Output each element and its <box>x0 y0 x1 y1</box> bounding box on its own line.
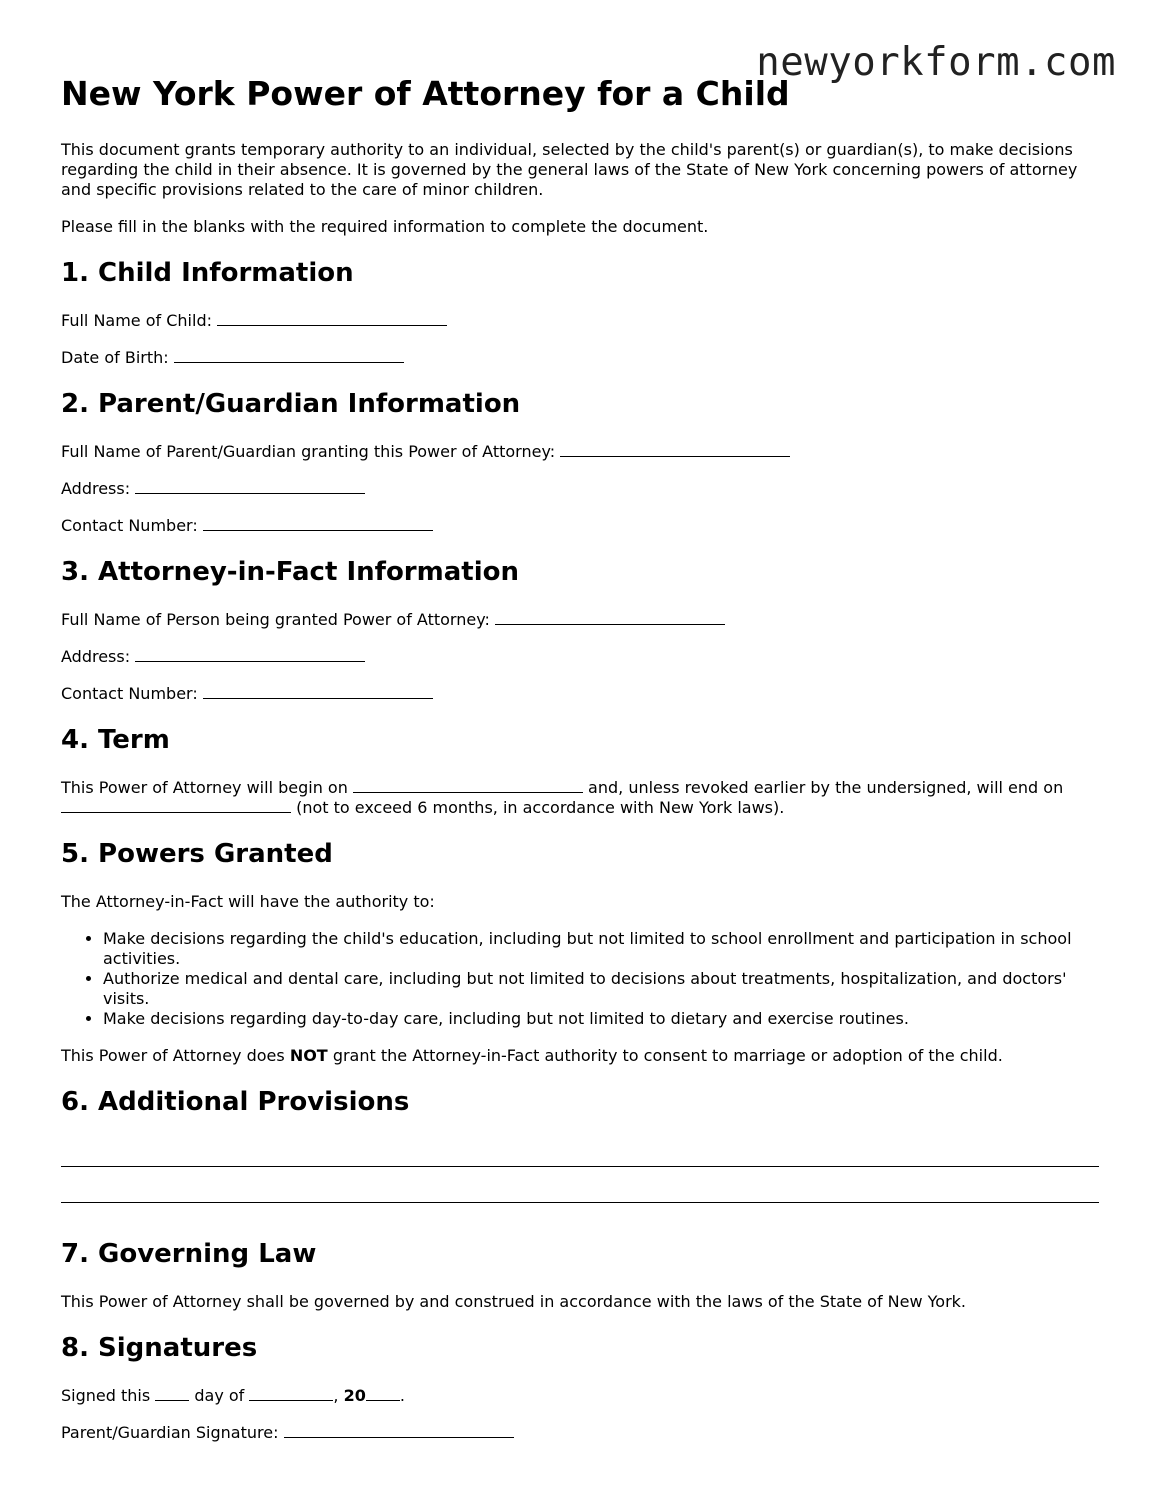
section-heading-parent: 2. Parent/Guardian Information <box>61 389 521 419</box>
field-parent-address <box>61 479 1101 499</box>
note-text: grant the Attorney-in-Fact authority to consent to marriage or adoption of the child. <box>332 1046 1003 1065</box>
note-text: This Power of Attorney does <box>61 1046 285 1065</box>
page-title: New York Power of Attorney for a Child <box>61 74 790 113</box>
signed-date-line <box>61 1386 1101 1406</box>
note-emphasis: NOT <box>289 1046 328 1065</box>
field-label: Full Name of Child: <box>61 311 212 330</box>
field-label: Parent/Guardian Signature: <box>61 1423 279 1442</box>
field-parent-name <box>61 442 1101 462</box>
law-paragraph: This Power of Attorney shall be governed by and construed in accordance with the laws of the State of New York. <box>61 1292 967 1311</box>
comma-text: , <box>333 1386 339 1405</box>
section-heading-attorney: 3. Attorney-in-Fact Information <box>61 557 519 587</box>
field-label: Contact Number: <box>61 516 198 535</box>
attorney-contact-blank[interactable] <box>203 684 433 699</box>
list-item: • Make decisions regarding the child's education, including but not limited to school enrollment and participation in school activities. <box>103 929 1101 969</box>
field-label: Address: <box>61 647 131 666</box>
attorney-address-blank[interactable] <box>135 647 365 662</box>
child-dob-blank[interactable] <box>174 348 404 363</box>
field-signature <box>61 1423 1101 1443</box>
section-heading-provisions: 6. Additional Provisions <box>61 1087 410 1117</box>
parent-contact-blank[interactable] <box>203 516 433 531</box>
field-attorney-contact <box>61 684 1101 704</box>
term-text-limit: (not to exceed 6 months, in accordance with New York laws). <box>296 798 785 817</box>
powers-lead: The Attorney-in-Fact will have the authority to: <box>61 892 435 911</box>
year-blank[interactable] <box>366 1386 400 1401</box>
field-child-dob <box>61 348 1101 368</box>
field-label: Full Name of Person being granted Power of Attorney: <box>61 610 490 629</box>
section-heading-law: 7. Governing Law <box>61 1239 317 1269</box>
period-text: . <box>399 1386 405 1405</box>
instruction-paragraph: Please fill in the blanks with the required information to complete the document. <box>61 217 709 236</box>
powers-note <box>61 1046 1101 1066</box>
parent-address-blank[interactable] <box>135 479 365 494</box>
list-item: • Authorize medical and dental care, including but not limited to decisions about treatments, hospitalization, and doctors' visits. <box>103 969 1101 1009</box>
day-of-text: day of <box>194 1386 245 1405</box>
site-watermark: newyorkform.com <box>756 40 1116 85</box>
field-attorney-address <box>61 647 1101 667</box>
term-text-begin: This Power of Attorney will begin on <box>61 778 348 797</box>
field-child-name <box>61 311 1101 331</box>
document-page <box>61 72 1101 1460</box>
provisions-lines <box>61 1140 1101 1203</box>
powers-list <box>61 929 1101 1029</box>
attorney-name-blank[interactable] <box>495 610 725 625</box>
list-item: • Make decisions regarding day-to-day care, including but not limited to dietary and exercise routines. <box>103 1009 1101 1029</box>
section-heading-powers: 5. Powers Granted <box>61 839 333 869</box>
month-blank[interactable] <box>249 1386 333 1401</box>
year-prefix: 20 <box>343 1386 366 1405</box>
field-parent-contact <box>61 516 1101 536</box>
provisions-line[interactable] <box>61 1202 1099 1203</box>
term-end-blank[interactable] <box>61 798 291 813</box>
field-attorney-name <box>61 610 1101 630</box>
signed-text: Signed this <box>61 1386 151 1405</box>
term-start-blank[interactable] <box>353 778 583 793</box>
term-text-end: and, unless revoked earlier by the undersigned, will end on <box>588 778 1064 797</box>
field-label: Date of Birth: <box>61 348 169 367</box>
field-label: Address: <box>61 479 131 498</box>
parent-name-blank[interactable] <box>560 442 790 457</box>
field-label: Full Name of Parent/Guardian granting this Power of Attorney: <box>61 442 556 461</box>
field-label: Contact Number: <box>61 684 198 703</box>
signature-blank[interactable] <box>284 1423 514 1438</box>
section-heading-term: 4. Term <box>61 725 170 755</box>
section-heading-signatures: 8. Signatures <box>61 1333 258 1363</box>
provisions-line[interactable] <box>61 1166 1099 1167</box>
child-name-blank[interactable] <box>217 311 447 326</box>
section-heading-child: 1. Child Information <box>61 258 354 288</box>
day-blank[interactable] <box>155 1386 189 1401</box>
term-paragraph <box>61 778 1101 818</box>
intro-paragraph: This document grants temporary authority to an individual, selected by the child's parent(s) or guardian(s), to make decisions regarding the child in their absence. It is governed by the general laws of the State of New York concerning powers of attorney and specific provisions related to the care of minor children. <box>61 140 1078 199</box>
